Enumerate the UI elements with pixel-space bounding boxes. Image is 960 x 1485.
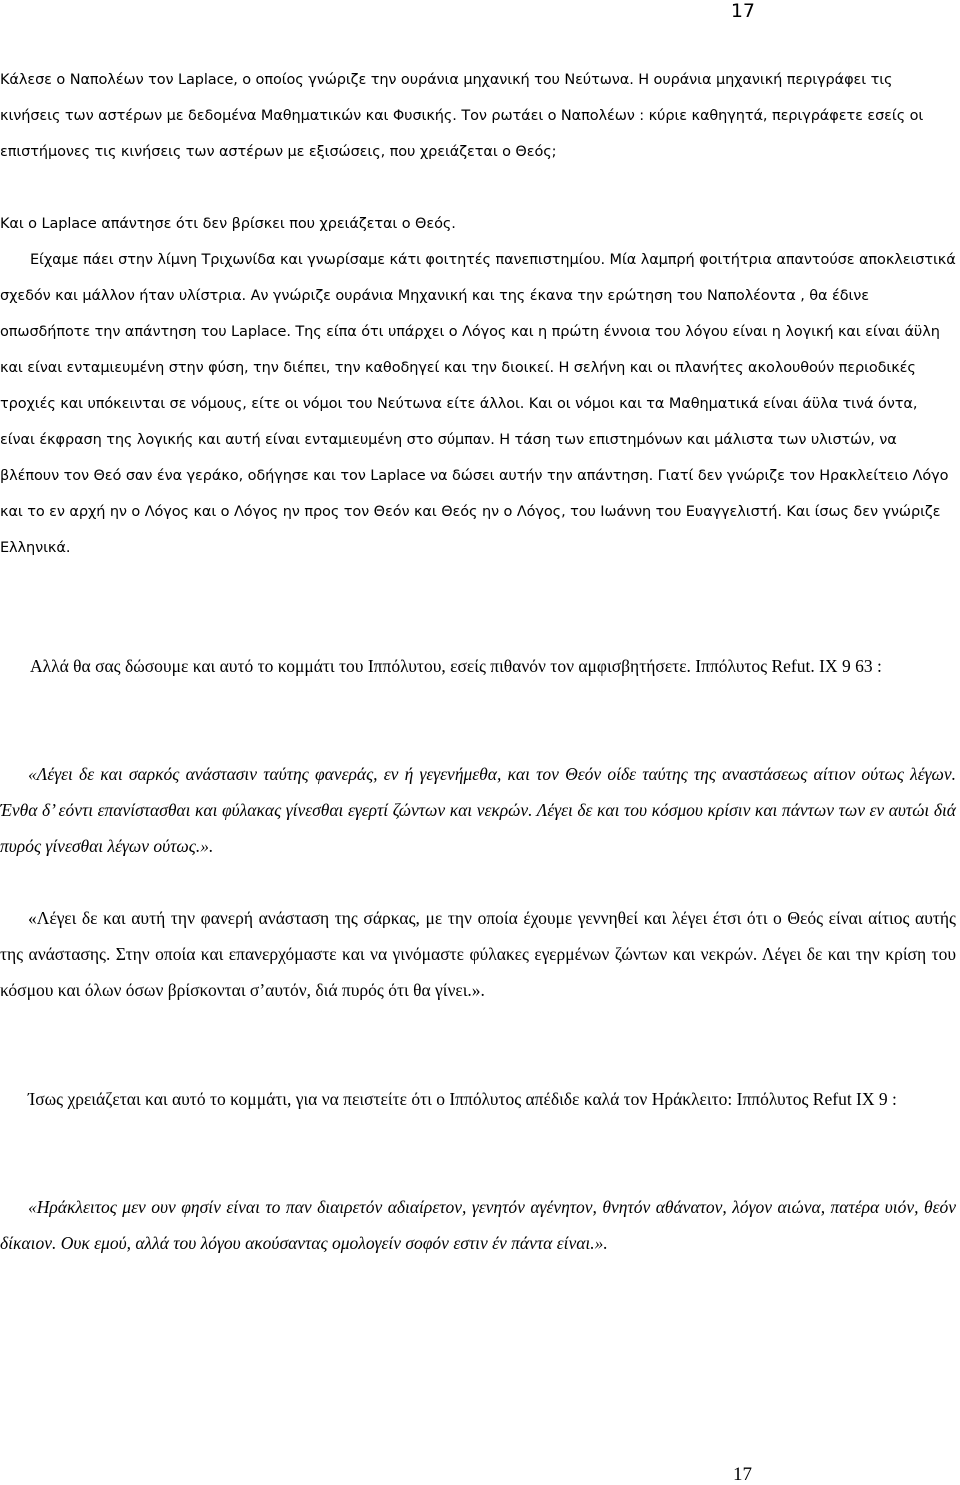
quote-translation: «Λέγει δε και αυτή την φανερή ανάσταση της σάρκας, με την οποία έχουμε γεννηθεί και λέγει έτσι ότι ο Θεός είναι αίτιος αυτής της ανάστασης. Στην οποία και επανερχόμαστε και να γινόμαστε φύλακες εγερμένων ζώντων και νεκρών. Λέγει δε και την κρίση του κόσμου και όλων όσων βρίσκονται σ’αυτόν, διά πυρός ότι θα γίνει.».: [0, 908, 956, 1000]
paragraph-hippolytus-intro: Αλλά θα σας δώσουμε και αυτό το κομμάτι του Ιππόλυτου, εσείς πιθανόν τον αμφισβητήσετε. Ιππόλυτος Refut. IX 9 63 :: [30, 656, 882, 676]
paragraph-trichonida: Είχαμε πάει στην λίμνη Τριχωνίδα και γνωρίσαμε κάτι φοιτητές πανεπιστημίου. Μία λαμπρή φοιτήτρια απαντούσε αποκλειστικά σχεδόν και μάλλον ήταν υλίστρια. Αν γνώριζε ουράνια Μηχανική και της έκανα την ερώτηση του Ναπολέοντα , θα έδινε οπωσδήποτε την απάντηση του Laplace. Της είπα ότι υπάρχει ο Λόγος και η πρώτη έννοια του λόγου είναι η λογική και είναι άϋλη και είναι ενταμιευμένη στην φύση, την διέπει, την καθοδηγεί και την διοικεί. Η σελήνη και οι πλανήτες ακολουθούν περιοδικές τροχιές και υπόκεινται σε νόμους, είτε οι νόμοι του Νεύτωνα είτε άλλοι. Και οι νόμοι και τα Μαθηματικά είναι άϋλα τινά όντα, είναι έκφραση της λογικής και αυτή είναι ενταμιευμένη στο σύμπαν. Η τάση των επιστημόνων και μάλιστα των υλιστών, να βλέπουν τον Θεό σαν ένα γεράκο, οδήγησε και τον Laplace να δώσει αυτήν την απάντηση. Γιατί δεν γνώριζε τον Ηρακλείτειο Λόγο και το εν αρχή ην ο Λόγος και ο Λόγος ην προς τον Θεόν και Θεός ην ο Λόγος, του Ιωάννη του Ευαγγελιστή. Και ίσως δεν γνώριζε Ελληνικά.: [0, 252, 956, 556]
quote-heraclitus: «Ηράκλειτος μεν ουν φησίν είναι το παν διαιρετόν αδιαίρετον, γενητόν αγένητον, θνητόν αθάνατον, λόγον αιώνα, πατέρα υιόν, θεόν δίκαιον. Ουκ εμού, αλλά του λόγου ακούσαντας ομολογείν σοφόν εστιν έν πάντα είναι.».: [0, 1197, 956, 1253]
page-number-top: 17: [730, 0, 755, 22]
paragraph-laplace-answer: Και ο Laplace απάντησε ότι δεν βρίσκει που χρειάζεται ο Θεός.: [0, 216, 456, 232]
paragraph-napoleon-laplace: Κάλεσε ο Ναπολέων τον Laplace, ο οποίος γνώριζε την ουράνια μηχανική του Νεύτωνα. Η ουράνια μηχανική περιγράφει τις κινήσεις των αστέρων με δεδομένα Μαθηματικών και Φυσικής. Τον ρωτάει ο Ναπολέων : κύριε καθηγητά, περιγράφετε εσείς οι επιστήμονες τις κινήσεις των αστέρων με εξισώσεις, που χρειάζεται ο Θεός;: [0, 72, 924, 160]
page-number-bottom: 17: [733, 1464, 752, 1485]
quote-greek-original: «Λέγει δε και σαρκός ανάστασιν ταύτης φανεράς, εν ή γεγενήμεθα, και τον Θεόν οίδε ταύτης της αναστάσεως αίτιον ούτως λέγων. Ένθα δ’ εόντι επανίστασθαι και φύλακας γίνεσθαι εγερτί ζώντων και νεκρών. Λέγει δε και του κόσμου κρίσιν και πάντων των εν αυτώι διά πυρός γίνεσθαι λέγων ούτως.».: [0, 764, 956, 856]
paragraph-heraclitus-intro: Ίσως χρειάζεται και αυτό το κομμάτι, για να πειστείτε ότι ο Ιππόλυτος απέδιδε καλά τον Ηράκλειτο: Ιππόλυτος Refut IX 9 :: [28, 1089, 897, 1109]
